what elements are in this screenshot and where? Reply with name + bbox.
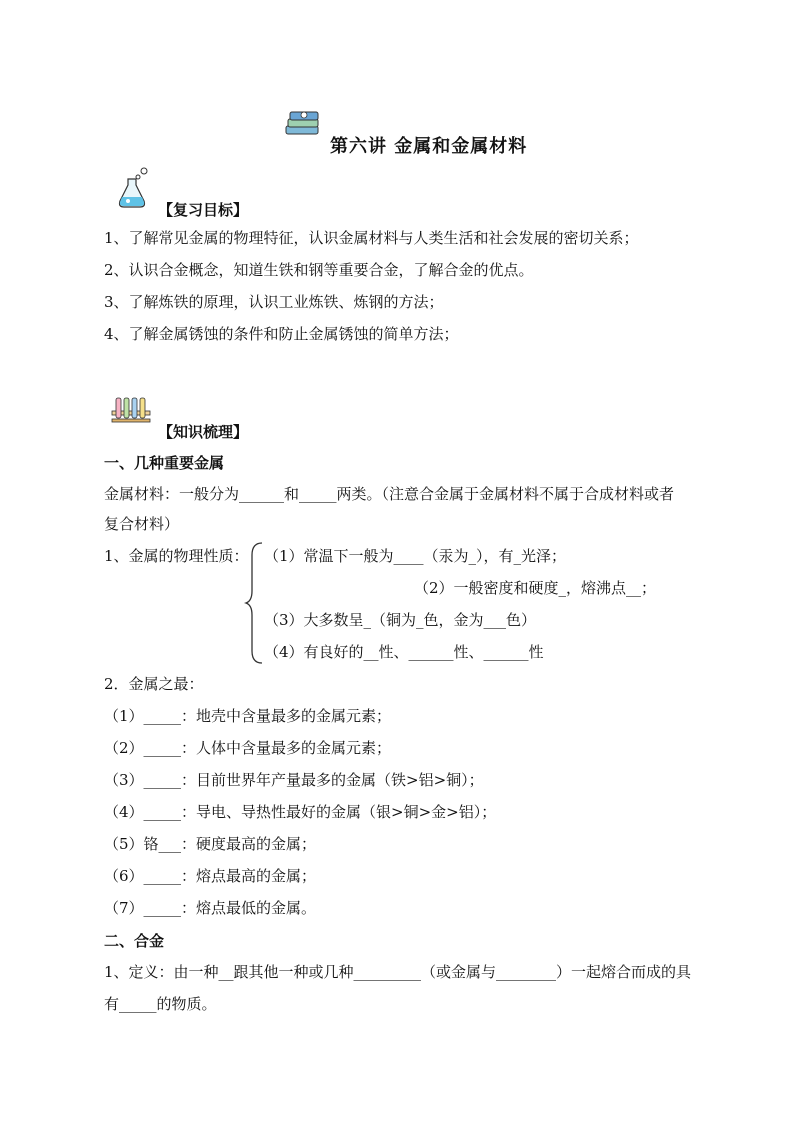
intro-text-a: 金属材料：一般分为 — [104, 485, 240, 503]
review-item-1: 1、了解常见金属的物理特征，认识金属材料与人类生活和社会发展的密切关系； — [104, 229, 639, 247]
metal-extremes-title: 2．金属之最： — [104, 675, 204, 693]
metal-materials-line — [104, 484, 674, 504]
review-item-4: 4、了解金属锈蚀的条件和防止金属锈蚀的简单方法； — [104, 325, 459, 343]
intro-blank-1[interactable]: ______ — [239, 485, 285, 503]
section-2-heading: 二、合金 — [104, 932, 165, 950]
physical-property-3: （3）大多数呈_（铜为_色，金为___色） — [264, 611, 537, 629]
metal-extreme-5: （5）铬___：硬度最高的金属； — [104, 835, 317, 853]
metal-materials-line-2: 复合材料） — [104, 515, 180, 533]
metal-extreme-3: （3）_____：目前世界年产量最多的金属（铁>铝>铜）； — [104, 771, 484, 789]
metal-extreme-4: （4）_____：导电、导热性最好的金属（银>铜>金>铝）； — [104, 803, 497, 821]
metal-extreme-2: （2）_____：人体中含量最多的金属元素； — [104, 739, 392, 757]
physical-property-4: （4）有良好的__性、______性、______性 — [264, 643, 544, 661]
physical-property-1: （1）常温下一般为____（汞为_），有_光泽； — [264, 547, 567, 565]
alloy-definition-line-1: 1、定义：由一种__跟其他一种或几种_________（或金属与________）一起熔合而成的具 — [104, 963, 692, 981]
intro-text-c: 两类。（注意合金属于金属材料不属于合成材料或者 — [336, 485, 675, 503]
review-item-2: 2、认识合金概念，知道生铁和钢等重要合金，了解合金的优点。 — [104, 261, 534, 279]
intro-text-b: 和 — [284, 485, 300, 503]
review-item-3: 3、了解炼铁的原理，认识工业炼铁、炼钢的方法； — [104, 293, 444, 311]
page-title: 第六讲 金属和金属材料 — [330, 136, 528, 157]
books-icon — [282, 110, 324, 138]
metal-extreme-7: （7）_____：熔点最低的金属。 — [104, 899, 317, 917]
flask-icon — [110, 165, 154, 211]
alloy-definition-line-2: 有_____的物质。 — [104, 995, 217, 1013]
physical-property-2: （2）一般密度和硬度_，熔沸点__； — [414, 579, 657, 597]
test-tubes-icon — [110, 395, 152, 423]
review-header: 【复习目标】 — [158, 201, 249, 219]
curly-brace — [244, 541, 264, 665]
metal-extreme-6: （6）_____：熔点最高的金属； — [104, 867, 317, 885]
metal-extreme-1: （1）_____：地壳中含量最多的金属元素； — [104, 707, 392, 725]
knowledge-header: 【知识梳理】 — [158, 423, 249, 441]
intro-blank-2[interactable]: _____ — [299, 485, 337, 503]
physical-properties-label: 1、金属的物理性质： — [104, 547, 249, 565]
section-1-heading: 一、几种重要金属 — [104, 454, 225, 472]
